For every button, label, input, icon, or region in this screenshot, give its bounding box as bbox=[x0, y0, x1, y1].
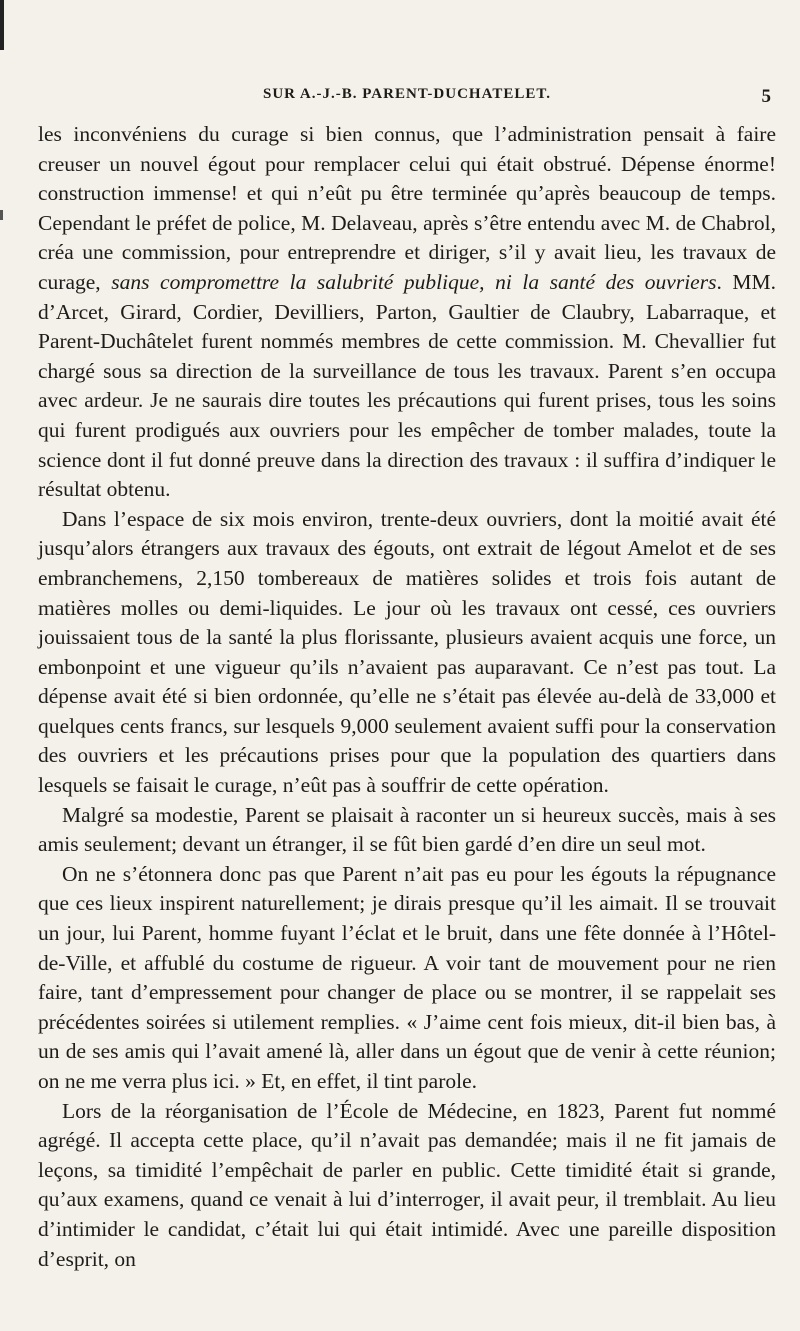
italic-phrase: sans compromettre la salubrité publique, ni la santé des ouvriers bbox=[111, 269, 717, 294]
page-header bbox=[38, 86, 776, 110]
page-number: 5 bbox=[761, 86, 772, 107]
paragraph-2: Dans l’espace de six mois environ, trente-deux ouvriers, dont la moitié avait été jusqu’alors étrangers aux travaux des égouts, ont extrait de légout Amelot et de ses embranchemens, 2,150 tombereaux de matières solides et trois fois autant de matières molles ou demi-liquides. Le jour où les travaux ont cessé, ces ouvriers jouissaient tous de la santé la plus florissante, plusieurs avaient acquis une force, un embonpoint et une vigueur qu’ils n’avaient pas auparavant. Ce n’est pas tout. La dépense avait été si bien ordonnée, qu’elle ne s’était pas élevée au-delà de 33,000 et quelques cents francs, sur lesquels 9,000 seulement avaient suffi pour la conservation des ouvriers et les précautions prises pour que la population des quartiers dans lesquels se faisait le curage, n’eût pas à souffrir de cette opération. bbox=[38, 506, 776, 798]
paragraph-3: Malgré sa modestie, Parent se plaisait à raconter un si heureux succès, mais à ses amis seulement; devant un étranger, il se fût bien gardé d’en dire un seul mot. bbox=[38, 802, 776, 857]
paragraph-5: Lors de la réorganisation de l’École de Médecine, en 1823, Parent fut nommé agrégé. Il accepta cette place, qu’il n’avait pas demandée; mais il ne fit jamais de leçons, sa timidité l’empêchait de parler en public. Cette timidité était si grande, qu’aux examens, quand ce venait à lui d’interroger, il avait peur, il tremblait. Au lieu d’intimider le candidat, c’était lui qui était intimidé. Avec une pareille disposition d’esprit, on bbox=[38, 1098, 776, 1271]
scan-margin-mark bbox=[0, 210, 3, 220]
body-text bbox=[38, 120, 776, 1274]
running-title: SUR A.-J.-B. PARENT-DUCHATELET. bbox=[263, 86, 551, 102]
paragraph-1: les inconvéniens du curage si bien connus, que l’administration pensait à faire creuser un nouvel égout pour remplacer celui qui était obstrué. Dépense énorme! construction immense! et qui n’eût pu être terminée qu’après beaucoup de temps. Cependant le préfet de police, M. Delaveau, après s’être entendu avec M. de Chabrol, créa une commission, pour entreprendre et diriger, s’il y avait lieu, les travaux de curage, sans compromettre la salubrité publique, ni la santé des ouvriers. MM. d’Arcet, Girard, Cordier, Devilliers, Parton, Gaultier de Claubry, Labarraque, et Parent-Duchâtelet furent nommés membres de cette commission. M. Chevallier fut chargé sous sa direction de la surveillance de tous les travaux. Parent s’en occupa avec ardeur. Je ne saurais dire toutes les précautions qui furent prises, tous les soins qui furent prodigués aux ouvriers pour les empêcher de tomber malades, toute la science dont il fut donné preuve dans la direction des travaux : il suffira d’indiquer le résultat obtenu. bbox=[38, 122, 777, 502]
scan-edge-mark bbox=[0, 0, 4, 50]
paragraph-4: On ne s’étonnera donc pas que Parent n’ait pas eu pour les égouts la répugnance que ces lieux inspirent naturellement; je dirais presque qu’il les aimait. Il se trouvait un jour, lui Parent, homme fuyant l’éclat et le bruit, dans une fête donnée à l’Hôtel-de-Ville, et affublé du costume de rigueur. A voir tant de mouvement pour ne rien faire, tant d’empressement pour changer de place ou se montrer, il se rappelait ses précédentes soirées si utilement remplies. « J’aime cent fois mieux, dit-il bien bas, à un de ses amis qui l’avait amené là, aller dans un égout que de venir à cette réunion; on ne me verra plus ici. » Et, en effet, il tint parole. bbox=[38, 861, 776, 1093]
